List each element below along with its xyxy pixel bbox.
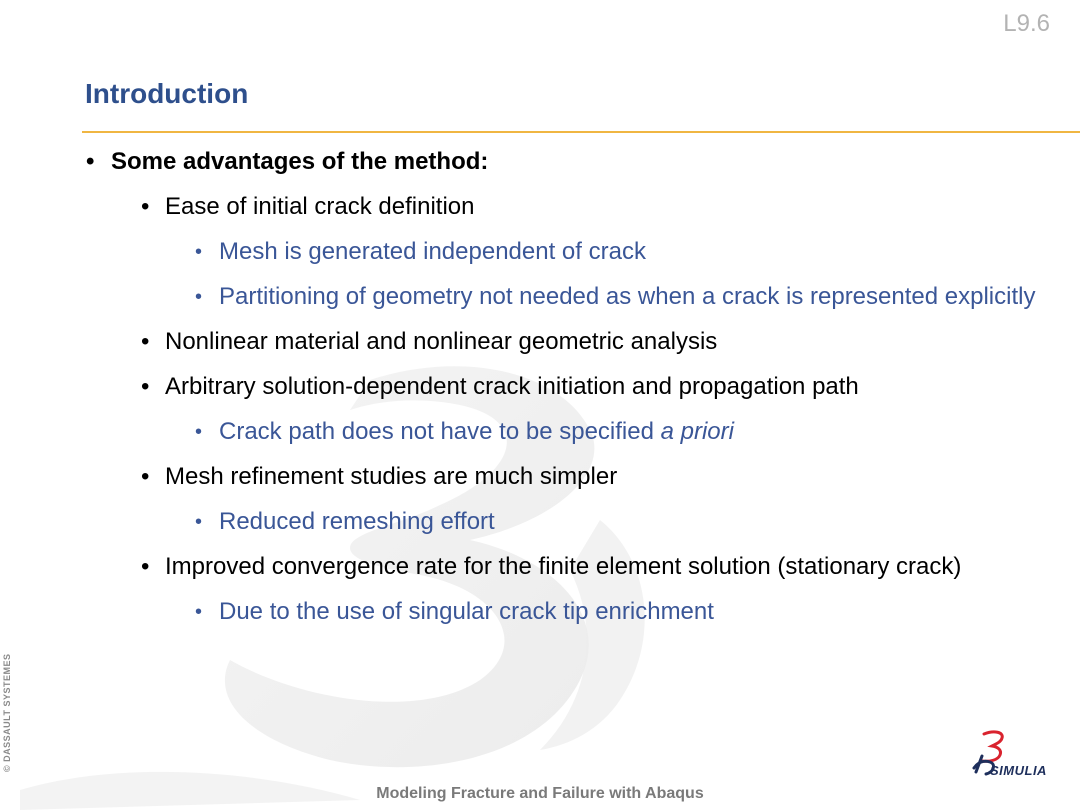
bullet-ease-of-crack-definition: • Ease of initial crack definition — [165, 191, 1040, 223]
slide-title: Introduction — [85, 78, 249, 109]
slide-number: L9.6 — [1003, 10, 1050, 37]
bullet-nonlinear-analysis: • Nonlinear material and nonlinear geometric analysis — [165, 326, 1040, 358]
sub-bullet-partitioning-not-needed: • Partitioning of geometry not needed as when a crack is represented explicitly — [219, 281, 1040, 313]
sub-bullet-reduced-remeshing: • Reduced remeshing effort — [219, 506, 1040, 538]
bullet-list — [0, 146, 1080, 641]
bullet-improved-convergence: • Improved convergence rate for the finite element solution (stationary crack) — [165, 551, 1040, 583]
simulia-wordmark: SIMULIA — [990, 763, 1047, 778]
bullet-advantages-heading: • Some advantages of the method: — [111, 146, 1050, 178]
footer-course-title: Modeling Fracture and Failure with Abaqus — [376, 785, 704, 802]
title-underline-rule — [82, 131, 1080, 133]
bullet-arbitrary-crack-path: • Arbitrary solution-dependent crack initiation and propagation path — [165, 371, 1040, 403]
sub-bullet-crack-path-a-priori — [219, 416, 1040, 448]
sub-bullet-mesh-independent: • Mesh is generated independent of crack — [219, 236, 1040, 268]
sub-bullet-text: Crack path does not have to be specified — [219, 418, 661, 445]
italic-term: a priori — [660, 418, 734, 445]
bullet-mesh-refinement: • Mesh refinement studies are much simpler — [165, 461, 1040, 493]
sub-bullet-singular-enrichment: • Due to the use of singular crack tip enrichment — [219, 596, 1040, 628]
copyright-notice: © DASSAULT SYSTEMES — [2, 653, 12, 772]
